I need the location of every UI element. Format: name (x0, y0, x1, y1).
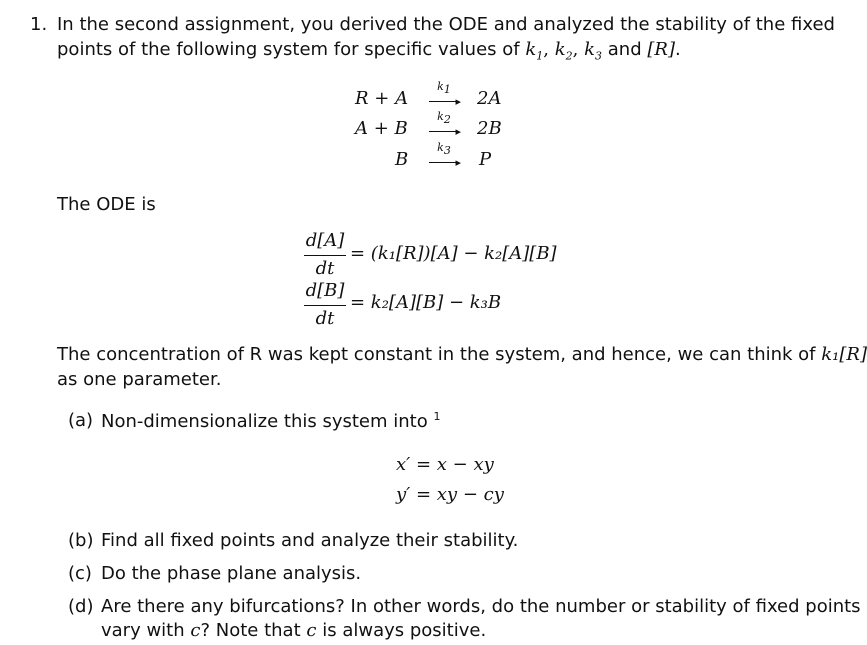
ode-2-numerator: d[B] (305, 280, 345, 301)
part-d-text-a: vary with (101, 620, 185, 641)
footnote-marker: 1 (433, 410, 441, 423)
k3-subscript: 3 (595, 49, 603, 63)
intro-line-2: points of the following system for specific values of $k_1$, $k_2$, $k_3$ and [R]. (57, 39, 681, 63)
ode-2-denominator: dt (315, 308, 335, 329)
k2-subscript: 2 (565, 49, 573, 63)
part-b-text: Find all fixed points and analyze their stability. (101, 530, 519, 551)
part-d-label: (d) (68, 596, 94, 617)
part-d-text-b: ? Note that (200, 620, 301, 641)
reaction-2-rhs: 2B (477, 118, 502, 139)
arrow-head-icon: ▸ (455, 95, 461, 108)
reaction-3-rhs: P (479, 149, 492, 170)
k2-letter: k (554, 39, 566, 60)
reaction-3-rate: $k_3$ (437, 141, 451, 158)
intro-period: . (675, 39, 681, 60)
problem-number: 1. (30, 14, 48, 35)
reaction-1-rate: $k_1$ (437, 80, 451, 97)
c-parameter: c (190, 620, 201, 641)
c-parameter-2: c (306, 620, 317, 641)
k3-letter: k (584, 39, 596, 60)
part-a-label: (a) (68, 410, 94, 431)
concentration-text: The concentration of R was kept constant in the system, and hence, we can think of (57, 344, 816, 365)
reaction-2-arrow (427, 110, 461, 140)
k1R-parameter: k₁[R] (821, 344, 867, 365)
part-b-label: (b) (68, 530, 94, 551)
part-c-text: Do the phase plane analysis. (101, 563, 362, 584)
part-d-line-2 (101, 620, 486, 641)
ode-1-derivative (304, 230, 346, 280)
reaction-1-arrow (427, 80, 461, 110)
k1-subscript: 1 (536, 49, 544, 63)
arrow-head-icon: ▸ (455, 125, 461, 138)
nondim-eq-2: y′ = xy − cy (396, 484, 504, 505)
k3-symbol (584, 39, 603, 63)
intro-text: points of the following system for specific values of (57, 39, 520, 60)
reaction-1-lhs: R + A (355, 88, 409, 109)
k2-symbol (554, 39, 573, 63)
and-word: and (607, 39, 642, 60)
concentration-line-1 (57, 344, 867, 365)
ode-label: The ODE is (57, 194, 156, 215)
part-a-text (101, 410, 440, 432)
arrow-head-icon: ▸ (455, 156, 461, 169)
reaction-3-lhs: B (395, 149, 409, 170)
reaction-3-arrow (427, 141, 461, 171)
part-c-label: (c) (68, 563, 92, 584)
reaction-2-lhs: A + B (355, 118, 408, 139)
part-d-text-end: is always positive. (322, 620, 487, 641)
reaction-1-rhs: 2A (477, 88, 502, 109)
k1-letter: k (525, 39, 537, 60)
ode-1-denominator: dt (315, 258, 335, 279)
R-concentration: [R] (647, 39, 675, 60)
reaction-2-rate: $k_2$ (437, 110, 451, 127)
ode-2-rhs: = k₂[A][B] − k₃B (350, 292, 502, 313)
ode-1-rhs: = (k₁[R])[A] − k₂[A][B] (350, 243, 557, 264)
intro-line-1: In the second assignment, you derived the ODE and analyzed the stability of the fixed (57, 14, 835, 35)
nondim-eq-1: x′ = x − xy (396, 454, 494, 475)
ode-2-derivative (304, 280, 346, 330)
part-d-line-1: Are there any bifurcations? In other words, do the number or stability of fixed points (101, 596, 861, 617)
concentration-line-2: as one parameter. (57, 369, 222, 390)
ode-1-numerator: d[A] (305, 230, 345, 251)
k1-symbol (525, 39, 544, 63)
part-a-question: Non-dimensionalize this system into (101, 411, 428, 432)
